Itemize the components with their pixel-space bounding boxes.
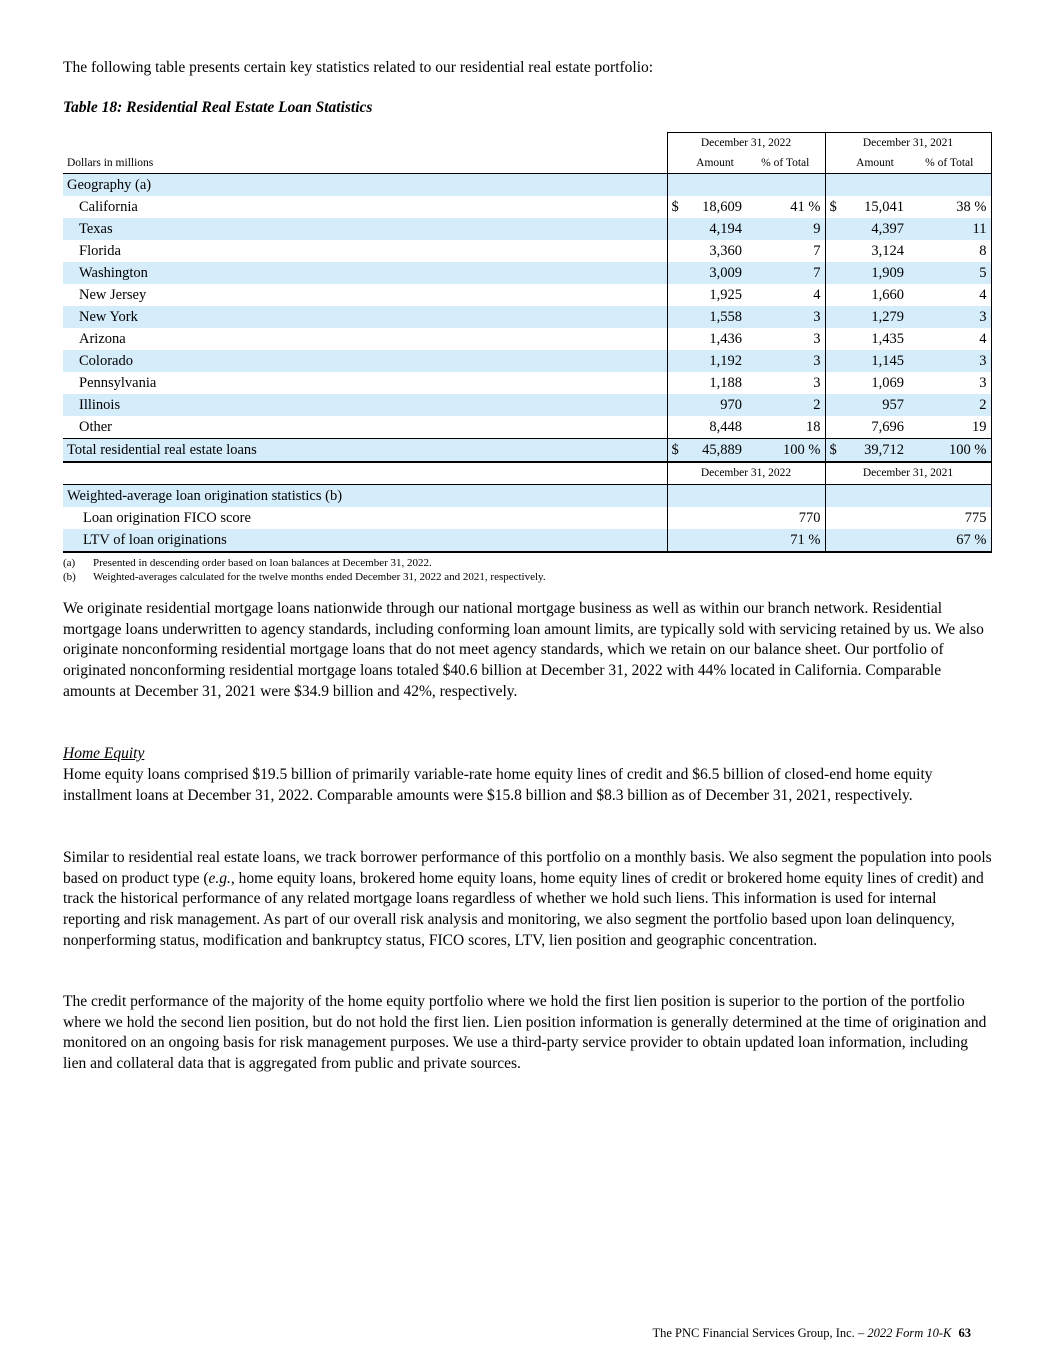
dollar-sign xyxy=(825,372,842,394)
amount-2021: 1,279 xyxy=(871,309,904,325)
amount-2022: 970 xyxy=(720,397,742,413)
intro-text: The following table presents certain key statistics related to our residential real estate portfolio: xyxy=(63,59,654,76)
period-header-row xyxy=(63,133,991,154)
dollar-sign: $ xyxy=(825,196,842,218)
pct-2022: 4 xyxy=(813,287,821,303)
amount-2022: 1,558 xyxy=(709,309,742,325)
pct-2021: 3 xyxy=(908,306,991,328)
amount-2022: 3,009 xyxy=(709,265,742,281)
geo-row xyxy=(63,350,991,372)
page-footer xyxy=(652,1326,971,1341)
pct-2022: 3 xyxy=(813,331,821,347)
pct-2022: 41 % xyxy=(790,199,821,215)
pct-2022: 18 xyxy=(806,419,821,435)
table-caption: Table 18: Residential Real Estate Loan Statistics xyxy=(63,99,373,116)
dollar-sign: $ xyxy=(667,196,684,218)
total-pct-2022: 100 % xyxy=(746,439,825,463)
dollar-sign xyxy=(825,262,842,284)
amount-2022: 18,609 xyxy=(702,199,742,215)
amount-2021: 957 xyxy=(882,397,904,413)
wa-label: LTV of loan originations xyxy=(63,529,667,552)
dollar-sign xyxy=(667,328,684,350)
pct-2022-header: % of Total xyxy=(746,153,825,174)
pct-2021: 3 xyxy=(908,350,991,372)
geo-state: Pennsylvania xyxy=(79,375,157,391)
dollar-sign xyxy=(667,240,684,262)
footer-company: The PNC Financial Services Group, Inc. – xyxy=(652,1326,865,1340)
pct-2022: 9 xyxy=(813,221,821,237)
geography-header: Geography (a) xyxy=(67,177,152,193)
dollar-sign xyxy=(667,284,684,306)
geo-row xyxy=(63,306,991,328)
geo-state: Illinois xyxy=(79,397,121,413)
pct-2021: 11 xyxy=(908,218,991,240)
geo-row xyxy=(63,196,991,218)
dollar-sign xyxy=(825,218,842,240)
wa-row-fico xyxy=(63,507,991,529)
geo-state: Florida xyxy=(79,243,121,259)
wa-value-2021: 67 % xyxy=(825,529,991,552)
geo-state: Washington xyxy=(79,265,148,281)
geo-state: Arizona xyxy=(79,331,126,347)
wa-period-header-row xyxy=(63,462,991,485)
loan-statistics-table xyxy=(63,132,992,553)
total-label: Total residential real estate loans xyxy=(63,439,667,463)
amount-2022-header: Amount xyxy=(684,153,746,174)
amount-2022: 3,360 xyxy=(709,243,742,259)
dollar-sign xyxy=(667,262,684,284)
wa-row-ltv xyxy=(63,529,991,552)
pct-2021: 8 xyxy=(908,240,991,262)
period-2021-header: December 31, 2021 xyxy=(825,133,991,154)
pct-2021: 2 xyxy=(908,394,991,416)
geo-state: Colorado xyxy=(79,353,133,369)
total-row: Total residential real estate loans $ 45,889 100 % $ 39,712 100 % xyxy=(63,439,991,463)
geo-row xyxy=(63,262,991,284)
dollar-sign xyxy=(825,328,842,350)
pct-2022: 7 xyxy=(813,265,821,281)
dollar-sign xyxy=(667,350,684,372)
amount-2021: 1,435 xyxy=(871,331,904,347)
dollar-sign xyxy=(825,394,842,416)
dollar-sign xyxy=(825,240,842,262)
amount-2021: 1,145 xyxy=(871,353,904,369)
geography-header-row xyxy=(63,174,991,197)
dollar-sign xyxy=(667,306,684,328)
amount-2021: 1,660 xyxy=(871,287,904,303)
period-2022-header: December 31, 2022 xyxy=(667,133,825,154)
amount-2021: 1,069 xyxy=(871,375,904,391)
amount-2021: 3,124 xyxy=(871,243,904,259)
section-heading-home-equity: Home Equity xyxy=(63,745,145,762)
footer-form: 2022 Form 10-K xyxy=(867,1326,952,1340)
paragraph-home-equity: Home equity loans comprised $19.5 billion of primarily variable-rate home equity lines of credit and $6.5 billion of closed-end home equity installment loans at December 31, 2022. Comparable amounts were $15.8 billion and $8.3 billion as of December 31, 2021, respectively. xyxy=(63,766,933,804)
total-pct-2021: 100 % xyxy=(908,439,991,463)
wa-header-row xyxy=(63,485,991,508)
geo-row xyxy=(63,284,991,306)
amount-2022: 1,188 xyxy=(709,375,742,391)
pct-2021: 5 xyxy=(908,262,991,284)
wa-value-2021: 775 xyxy=(825,507,991,529)
wa-period-2021-header: December 31, 2021 xyxy=(825,462,991,485)
geo-state: Texas xyxy=(79,221,113,237)
units-label: Dollars in millions xyxy=(63,153,667,174)
amount-2022: 1,192 xyxy=(709,353,742,369)
pct-2021: 38 % xyxy=(908,196,991,218)
dollar-sign xyxy=(667,394,684,416)
paragraph-borrower-performance: Similar to residential real estate loans, we track borrower performance of this portfolio on a monthly basis. We also segment the population into pools based on product type (e.g., home equity loans, brokered home equity loans, home equity lines of credit or brokered home equity lines of credit) and track the historical performance of any related mortgage loans regardless of whether we hold such liens. This information is used for internal reporting and risk management. As part of our overall risk analysis and monitoring, we also segment the portfolio based upon loan delinquency, nonperforming status, modification and bankruptcy status, FICO scores, LTV, lien position and geographic concentration. xyxy=(63,849,992,949)
pct-2021: 4 xyxy=(908,284,991,306)
amount-2022: 8,448 xyxy=(709,419,742,435)
dollar-sign xyxy=(667,372,684,394)
amount-2022: 1,436 xyxy=(709,331,742,347)
geo-row xyxy=(63,372,991,394)
amount-2021: 1,909 xyxy=(871,265,904,281)
dollar-sign xyxy=(667,218,684,240)
wa-header: Weighted-average loan origination statistics (b) xyxy=(63,485,667,508)
pct-2021: 3 xyxy=(908,372,991,394)
wa-value-2022: 71 % xyxy=(667,529,825,552)
dollar-sign xyxy=(825,416,842,439)
total-amount-2022: 45,889 xyxy=(684,439,746,463)
paragraph-mortgage: We originate residential mortgage loans nationwide through our national mortgage business as well as within our branch network. Residential mortgage loans underwritten to agency standards, including conforming loan amount limits, are typically sold with servicing retained by us. We also originate nonconforming residential mortgage loans that do not meet agency standards, which we retain on our balance sheet. Our portfolio of originated nonconforming residential mortgage loans totaled $40.6 billion at December 31, 2022 with 44% located in California. Comparable amounts at December 31, 2021 were $34.9 billion and 42%, respectively. xyxy=(63,600,984,700)
column-header-row xyxy=(63,153,991,174)
dollar-sign xyxy=(825,306,842,328)
amount-2021: 7,696 xyxy=(871,419,904,435)
pct-2022: 3 xyxy=(813,309,821,325)
paragraph-credit-performance: The credit performance of the majority of the home equity portfolio where we hold the first lien position is superior to the portion of the portfolio where we hold the second lien position, but do not hold the first lien. Lien position information is generally determined at the time of origination and monitored on an ongoing basis for risk management purposes. We use a third-party service provider to obtain updated loan information, including lien and collateral data that is aggregated from public and private sources. xyxy=(63,993,987,1073)
dollar-sign xyxy=(667,416,684,439)
pct-2021: 4 xyxy=(908,328,991,350)
amount-2021-header: Amount xyxy=(842,153,908,174)
total-amount-2021: 39,712 xyxy=(842,439,908,463)
geo-state: Other xyxy=(79,419,113,435)
footnote-b: (b) Weighted-averages calculated for the twelve months ended December 31, 2022 and 2021, respectively. xyxy=(63,571,546,583)
pct-2022: 3 xyxy=(813,353,821,369)
wa-label: Loan origination FICO score xyxy=(83,510,251,526)
footnote-a: (a) Presented in descending order based on loan balances at December 31, 2022. xyxy=(63,557,432,569)
amount-2021: 15,041 xyxy=(864,199,904,215)
amount-2022: 1,925 xyxy=(709,287,742,303)
pct-2022: 7 xyxy=(813,243,821,259)
wa-value-2022: 770 xyxy=(667,507,825,529)
pct-2021: 19 xyxy=(908,416,991,439)
amount-2022: 4,194 xyxy=(709,221,742,237)
dollar-sign xyxy=(825,284,842,306)
geo-row xyxy=(63,416,991,439)
pct-2021-header: % of Total xyxy=(908,153,991,174)
wa-period-2022-header: December 31, 2022 xyxy=(667,462,825,485)
geo-row xyxy=(63,240,991,262)
table-footnotes xyxy=(63,556,546,584)
pct-2022: 3 xyxy=(813,375,821,391)
geo-state: California xyxy=(79,199,138,215)
pct-2022: 2 xyxy=(813,397,821,413)
geo-row xyxy=(63,218,991,240)
geo-row xyxy=(63,394,991,416)
amount-2021: 4,397 xyxy=(871,221,904,237)
page-number: 63 xyxy=(958,1326,971,1340)
geo-row xyxy=(63,328,991,350)
geo-state: New Jersey xyxy=(79,287,147,303)
geo-state: New York xyxy=(79,309,138,325)
dollar-sign xyxy=(825,350,842,372)
